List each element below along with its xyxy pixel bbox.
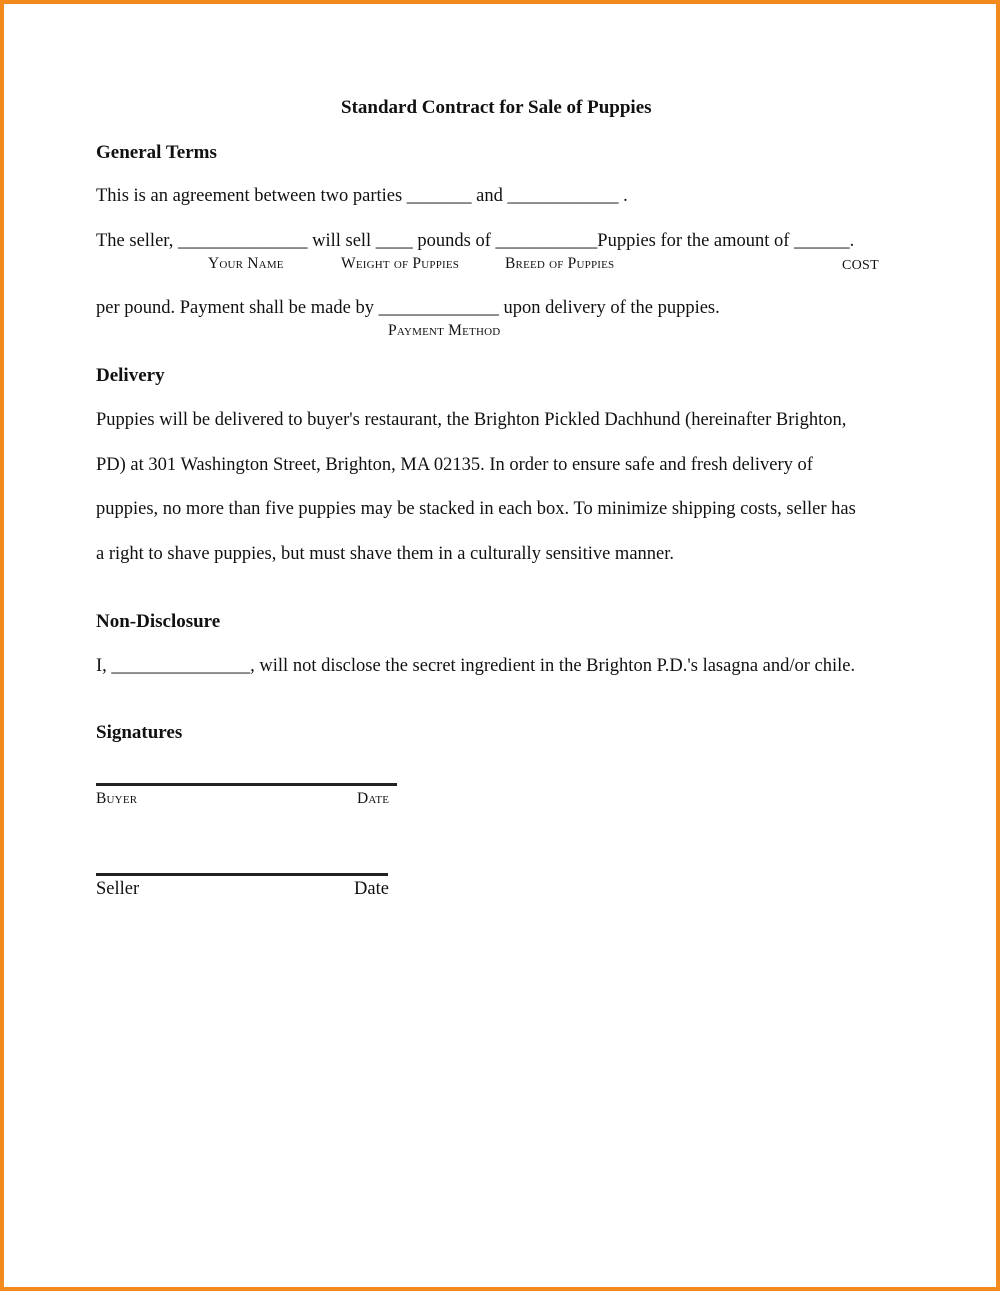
caption-cost: COST	[842, 258, 879, 273]
buyer-signature-line	[96, 783, 397, 786]
signatures-heading: Signatures	[96, 722, 183, 743]
agreement-line: This is an agreement between two parties _______ and ____________ .	[96, 186, 628, 206]
delivery-line-1: Puppies will be delivered to buyer's restaurant, the Brighton Pickled Dachhund (hereinafter Brighton,	[96, 410, 847, 430]
general-terms-heading: General Terms	[96, 142, 217, 163]
delivery-heading: Delivery	[96, 365, 165, 386]
caption-breed: Breed of Puppies	[505, 255, 615, 272]
seller-label: Seller	[96, 879, 140, 899]
caption-weight: Weight of Puppies	[341, 255, 460, 272]
buyer-date-label: Date	[357, 790, 390, 807]
caption-payment-method: Payment Method	[388, 322, 501, 339]
delivery-line-3: puppies, no more than five puppies may be stacked in each box. To minimize shipping costs, seller has	[96, 499, 856, 519]
document-title: Standard Contract for Sale of Puppies	[341, 97, 652, 118]
delivery-line-4: a right to shave puppies, but must shave them in a culturally sensitive manner.	[96, 544, 675, 564]
seller-date-label: Date	[354, 879, 389, 899]
seller-signature-line	[96, 873, 388, 876]
seller-line: The seller, ______________ will sell ____ pounds of ___________Puppies for the amount of ______.	[96, 231, 855, 251]
delivery-line-2: PD) at 301 Washington Street, Brighton, MA 02135. In order to ensure safe and fresh delivery of	[96, 455, 813, 475]
caption-your-name: Your Name	[208, 255, 284, 272]
non-disclosure-line: I, _______________, will not disclose the secret ingredient in the Brighton P.D.'s lasagna and/or chile.	[96, 656, 856, 676]
payment-line: per pound. Payment shall be made by _____________ upon delivery of the puppies.	[96, 298, 720, 318]
non-disclosure-heading: Non-Disclosure	[96, 611, 221, 632]
buyer-label: Buyer	[96, 790, 138, 807]
